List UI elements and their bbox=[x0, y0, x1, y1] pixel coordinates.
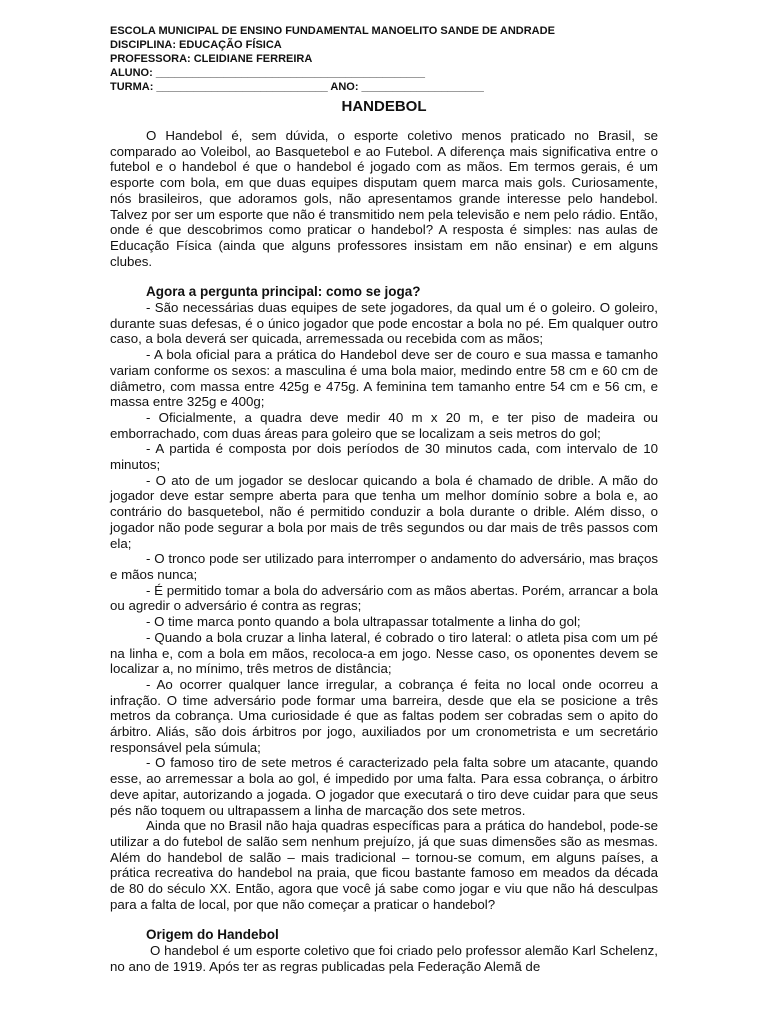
section-heading-origin: Origem do Handebol bbox=[146, 927, 279, 943]
discipline-line: DISCIPLINA: EDUCAÇÃO FÍSICA bbox=[110, 39, 282, 51]
class-year-line: TURMA: ____________________________ ANO: ____________________ bbox=[110, 81, 484, 93]
section-heading-how-to-play: Agora a pergunta principal: como se joga? bbox=[146, 284, 421, 300]
rule-item: - A bola oficial para a prática do Handebol deve ser de couro e sua massa e tamanho variam conforme os sexos: a masculina é uma bola maior, medindo entre 58 cm e 60 cm de diâmetro, com massa entre 425g e 475g. A feminina tem tamanho entre 54 cm e 56 cm, e massa entre 325g e 400g; bbox=[110, 347, 658, 410]
rule-item: - O tronco pode ser utilizado para interromper o andamento do adversário, mas braços e mãos nunca; bbox=[110, 551, 658, 582]
rule-item: - É permitido tomar a bola do adversário com as mãos abertas. Porém, arrancar a bola ou agredir o adversário é contra as regras; bbox=[110, 582, 658, 614]
closing-paragraph: Ainda que no Brasil não haja quadras específicas para a prática do handebol, pode-se utilizar a do futebol de salão sem nenhum prejuízo, já que suas dimensões são as mesmas. Além do handebol de salão – mais tradicional – tornou-se comum, em alguns países, a prática recreativa do handebol na praia, que ficou bastante famoso em meados da década de 80 do século XX. Então, agora que você já sabe como jogar e viu que não há desculpas para a falta de local, por que não começar a praticar o handebol? bbox=[110, 818, 658, 912]
rule-item: - O ato de um jogador se deslocar quicando a bola é chamado de drible. A mão do jogador deve estar sempre aberta para que tenha um melhor domínio sobre a bola e, ao contrário do basquetebol, não é permitido conduzir a bola durante o drible. Além disso, o jogador não pode segurar a bola por mais de três segundos ou dar mais de três passos com ela; bbox=[110, 472, 658, 551]
rule-item: - Ao ocorrer qualquer lance irregular, a cobrança é feita no local onde ocorreu a infração. O time adversário pode formar uma barreira, desde que ela se posicione a três metros da cobrança. Uma curiosidade é que as faltas podem ser cobradas sem o apito do árbitro. Aliás, são dois árbitros por jogo, auxiliados por um cronometrista e um secretário responsável pela súmula; bbox=[110, 676, 658, 755]
rule-item: - O famoso tiro de sete metros é caracterizado pela falta sobre um atacante, quando esse, ao arremessar a bola ao gol, é impedido por uma falta. Para essa cobrança, o árbitro deve apitar, autorizando a jogada. O jogador que executará o tiro deve cuidar para que seus pés não toquem ou ultrapassem a linha de marcação dos sete metros. bbox=[110, 755, 658, 818]
student-line: ALUNO: ____________________________________________ bbox=[110, 67, 426, 79]
rule-item: - Oficialmente, a quadra deve medir 40 m x 20 m, e ter piso de madeira ou emborrachado, com duas áreas para goleiro que se localizam a seis metros do gol; bbox=[110, 409, 658, 441]
origin-paragraph: O handebol é um esporte coletivo que foi criado pelo professor alemão Karl Schelenz, no ano de 1919. Após ter as regras publicadas pela Federação Alemã de bbox=[110, 943, 658, 974]
intro-paragraph: O Handebol é, sem dúvida, o esporte coletivo menos praticado no Brasil, se comparado ao Voleibol, ao Basquetebol e ao Futebol. A diferença mais significativa entre o futebol e o handebol é que o handebol é jogado com as mãos. Em termos gerais, é um esporte com bola, em que duas equipes disputam quem marca mais gols. Curiosamente, nós brasileiros, que adoramos gols, não apresentamos grande interesse pelo handebol. Talvez por ser um esporte que não é transmitido nem pela televisão e nem pelo rádio. Então, onde é que descobrimos como praticar o handebol? A resposta é simples: nas aulas de Educação Física (ainda que alguns professores insistam em não ensinar) e em alguns clubes. bbox=[110, 128, 658, 269]
rule-item: - Quando a bola cruzar a linha lateral, é cobrado o tiro lateral: o atleta pisa com um pé na linha e, com a bola em mãos, recoloca-a em jogo. Nesse caso, os oponentes devem se localizar a, no mínimo, três metros de distância; bbox=[110, 629, 658, 677]
school-name: ESCOLA MUNICIPAL DE ENSINO FUNDAMENTAL MANOELITO SANDE DE ANDRADE bbox=[110, 25, 555, 37]
document-title: HANDEBOL bbox=[341, 98, 427, 115]
teacher-line: PROFESSORA: CLEIDIANE FERREIRA bbox=[110, 53, 313, 65]
school-header bbox=[110, 24, 670, 94]
rule-item: - São necessárias duas equipes de sete jogadores, da qual um é o goleiro. O goleiro, durante suas defesas, é o único jogador que pode encostar a bola no pé. Em qualquer outro caso, a bola deverá ser quicada, arremessada ou recebida com as mãos; bbox=[110, 300, 658, 347]
document-body bbox=[110, 128, 658, 975]
rule-item: - O time marca ponto quando a bola ultrapassar totalmente a linha do gol; bbox=[146, 614, 581, 630]
rule-item: - A partida é composta por dois períodos de 30 minutos cada, com intervalo de 10 minutos; bbox=[110, 441, 658, 473]
